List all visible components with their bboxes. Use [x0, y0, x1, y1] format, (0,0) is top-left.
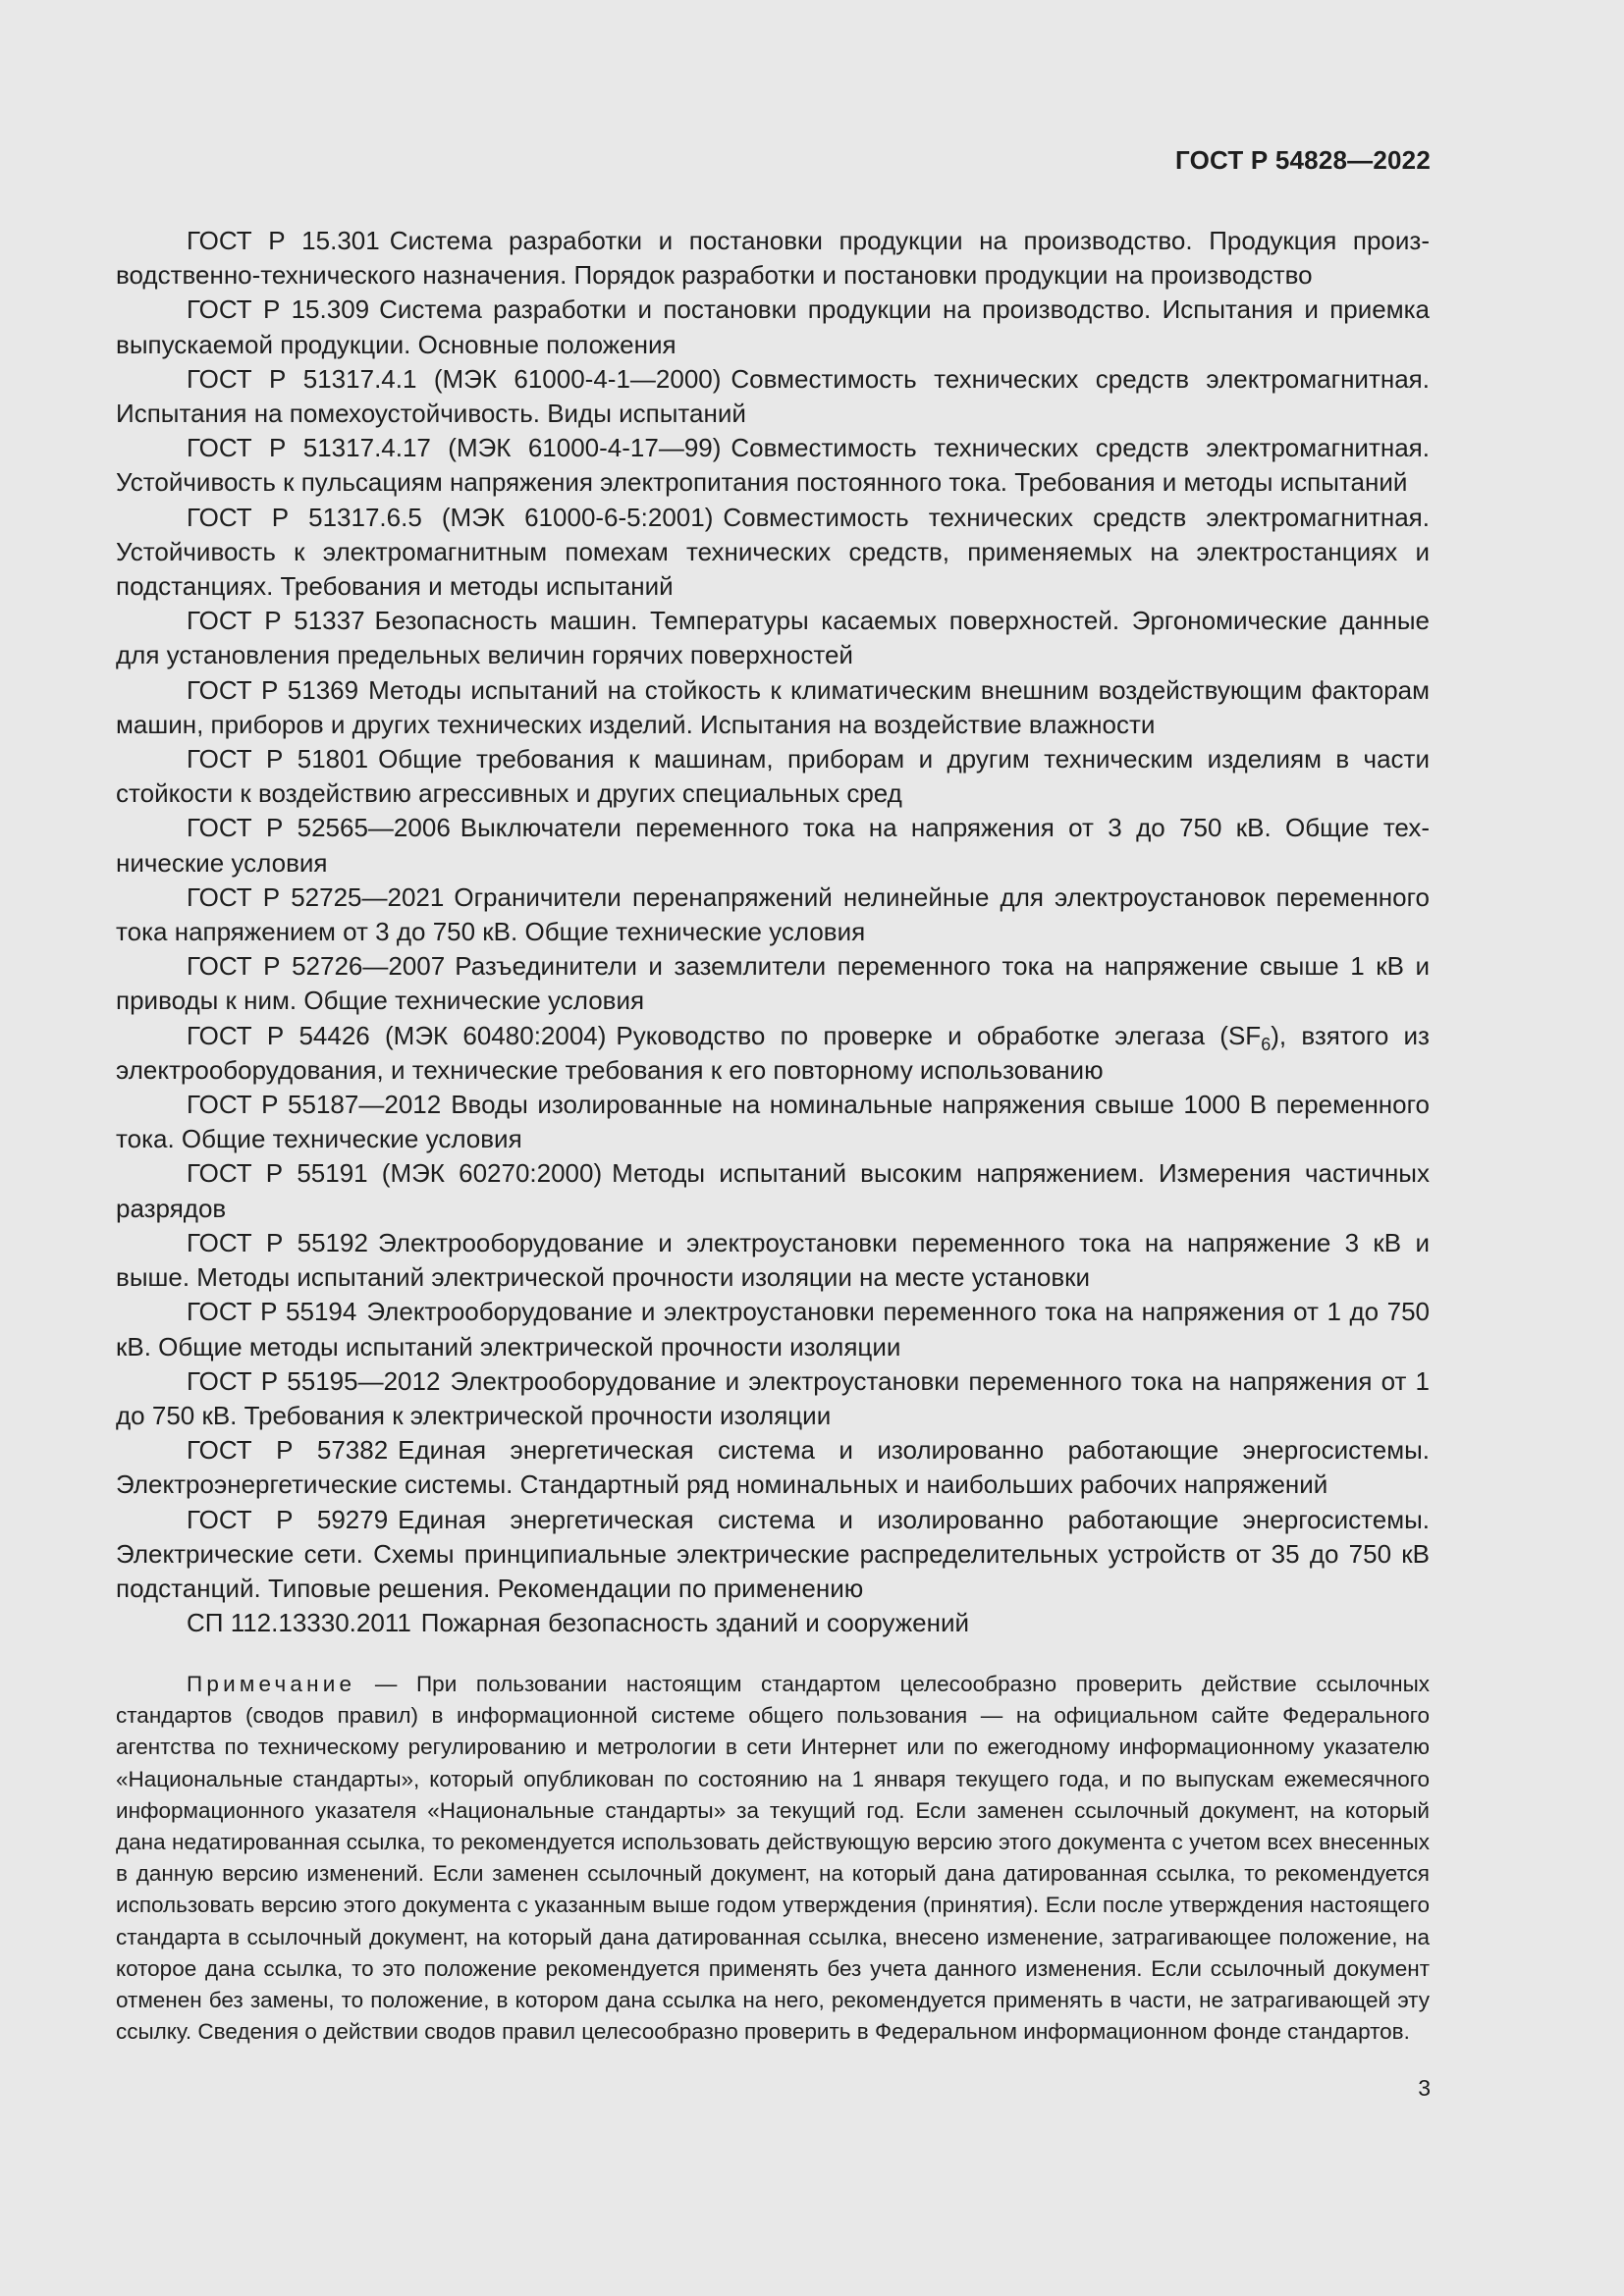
reference-code: ГОСТ Р 55194 — [187, 1297, 357, 1327]
reference-code: ГОСТ Р 51317.4.1 (МЭК 61000-4-1—2000) — [187, 363, 722, 394]
reference-code: ГОСТ Р 52725—2021 — [187, 881, 445, 912]
reference-title-post: ), взятого из электрооборудования, и технические требования к его повторному использованию — [116, 1020, 1430, 1085]
reference-item — [116, 1019, 1430, 1088]
reference-title: Электрооборудование и электроустановки переменного тока на напряжения от 1 до 750 кВ. Требования к электрической прочности изоляции — [116, 1365, 1430, 1430]
reference-item — [116, 293, 1430, 361]
reference-item — [116, 742, 1430, 811]
reference-code: ГОСТ Р 51369 — [187, 674, 359, 705]
reference-title: Единая энергетическая система и изолированно работающие энергосистемы. Электрические сети. Схемы принципиальные электрические распределительных устройств от 35 до 750 кВ подстанций. Типовые решения. Рекомендации по применению — [116, 1504, 1430, 1603]
reference-title: Безопасность машин. Температуры касаемых поверхностей. Эргономические данные для установления предельных величин горячих поверхностей — [116, 606, 1430, 670]
reference-item — [116, 1156, 1430, 1225]
reference-title: Ограничители перенапряжений нелинейные для электроустановок переменного тока напряжением от 3 до 750 кВ. Общие технические условия — [116, 881, 1430, 947]
note-text: — При пользовании настоящим стандартом целесообразно проверить действие ссылочных стандартов (сводов правил) в информационной системе общего пользования — на официальном сайте Федерального агентства по техническому регулированию и метрологии в сети Интернет или по ежегодному информационному указателю «Национальные стандарты», который опубликован по состоянию на 1 января текущего года, и по выпускам ежемесячного информационного указателя «Национальные стандарты» за текущий год. Если заменен ссылочный документ, на который дана недатированная ссылка, то рекомендуется использовать действующую версию этого документа с учетом всех внесенных в данную версию изменений. Если заменен ссылочный документ, на который дана датированная ссылка, то рекомендуется использовать версию этого документа с указанным выше годом утверждения (принятия). Если после утверждения настоящего стандарта в ссылочный документ, на который дана датированная ссылка, внесено изменение, затрагивающее положение, на которое дана ссылка, то это положение рекомендуется применять без учета данного изменения. Если ссылочный документ отменен без замены, то положение, в котором дана ссылка на него, рекомендуется применять в части, не затрагивающей эту ссылку. Сведения о действии сводов правил целесообразно проверить в Федеральном информационном фонде стандартов. — [116, 1672, 1430, 2045]
reference-code: ГОСТ Р 59279 — [187, 1504, 389, 1534]
reference-item — [116, 1226, 1430, 1295]
reference-item — [116, 949, 1430, 1018]
reference-item — [116, 1364, 1430, 1433]
reference-code: ГОСТ Р 55192 — [187, 1227, 368, 1257]
reference-item — [116, 501, 1430, 605]
reference-item — [116, 1503, 1430, 1607]
reference-item — [116, 1606, 1430, 1640]
reference-title: Выключатели переменного тока на напряжения от 3 до 750 кВ. Общие технические условия — [116, 813, 1430, 878]
reference-code: ГОСТ Р 52565—2006 — [187, 813, 451, 843]
reference-code: ГОСТ Р 51317.4.17 (МЭК 61000-4-17—99) — [187, 433, 722, 463]
reference-code: СП 112.13330.2011 — [187, 1608, 411, 1638]
reference-code: ГОСТ Р 55195—2012 — [187, 1365, 441, 1396]
reference-title: Электрооборудование и электроустановки переменного тока на напряжения от 1 до 750 кВ. Общие методы испытаний электрической прочности изоляции — [116, 1297, 1430, 1362]
reference-code: ГОСТ Р 54426 (МЭК 60480:2004) — [187, 1020, 607, 1050]
reference-item — [116, 431, 1430, 500]
reference-item — [116, 604, 1430, 672]
reference-title: Совместимость технических средств электромагнитная. Устойчивость к пульсациям напряжения электропитания постоянного тока. Требования и методы испытаний — [116, 433, 1430, 498]
normative-references-list — [116, 224, 1430, 1640]
reference-title: Электрооборудование и электроустановки переменного тока на напряжение 3 кВ и выше. Методы испытаний электрической прочности изоляции на месте установки — [116, 1227, 1430, 1293]
reference-title: Пожарная безопасность зданий и сооружений — [420, 1608, 969, 1638]
page-number: 3 — [1418, 2075, 1431, 2101]
reference-code: ГОСТ Р 57382 — [187, 1435, 389, 1466]
reference-code: ГОСТ Р 51317.6.5 (МЭК 61000-6-5:2001) — [187, 502, 714, 532]
reference-item — [116, 224, 1430, 293]
reference-code: ГОСТ Р 55187—2012 — [187, 1090, 442, 1120]
reference-title: Разъединители и заземлители переменного тока на напряжение свыше 1 кВ и приводы к ним. Общие технические условия — [116, 951, 1430, 1016]
reference-title: Общие требования к машинам, приборам и другим техническим изделиям в части стойкости к воздействию агрессивных и других специальных сред — [116, 744, 1430, 809]
standard-header: ГОСТ Р 54828—2022 — [1175, 145, 1431, 175]
reference-code: ГОСТ Р 55191 (МЭК 60270:2000) — [187, 1158, 603, 1189]
reference-title: Единая энергетическая система и изолированно работающие энергосистемы. Электроэнергетические системы. Стандартный ряд номинальных и наибольших рабочих напряжений — [116, 1435, 1430, 1500]
reference-code: ГОСТ Р 52726—2007 — [187, 951, 446, 982]
reference-item — [116, 1088, 1430, 1156]
reference-item — [116, 1433, 1430, 1502]
reference-title: Система разработки и постановки продукции на производство. Продукция производственно-технического назначения. Порядок разработки и постановки продукции на производство — [116, 226, 1431, 291]
reference-item — [116, 673, 1430, 742]
subscript-six: 6 — [1261, 1034, 1272, 1054]
reference-title-pre: Руководство по проверке и обработке элегаза (SF — [616, 1020, 1262, 1050]
note-label: Примечание — [187, 1672, 356, 1696]
reference-code: ГОСТ Р 51801 — [187, 744, 369, 774]
reference-title: Методы испытаний высоким напряжением. Измерения частичных разрядов — [116, 1158, 1430, 1223]
reference-title: Совместимость технических средств электромагнитная. Испытания на помехоустойчивость. Виды испытаний — [116, 363, 1430, 429]
reference-title: Система разработки и постановки продукции на производство. Испытания и приемка выпускаемой продукции. Основные положения — [116, 294, 1430, 359]
reference-title: Совместимость технических средств электромагнитная. Устойчивость к электромагнитным помехам технических средств, применяемых на электростанциях и подстанциях. Требования и методы испытаний — [116, 502, 1430, 602]
reference-item — [116, 881, 1430, 949]
reference-item — [116, 811, 1430, 880]
reference-code: ГОСТ Р 15.301 — [187, 226, 380, 255]
reference-item — [116, 362, 1430, 431]
reference-title: Вводы изолированные на номинальные напряжения свыше 1000 В переменного тока. Общие технические условия — [116, 1090, 1430, 1154]
reference-title: Методы испытаний на стойкость к климатическим внешним воздействующим факторам машин, приборов и других технических изделий. Испытания на воздействие влажности — [116, 674, 1430, 739]
reference-item — [116, 1295, 1430, 1363]
reference-code: ГОСТ Р 51337 — [187, 606, 365, 636]
reference-code: ГОСТ Р 15.309 — [187, 294, 370, 325]
note-paragraph — [116, 1669, 1430, 2048]
